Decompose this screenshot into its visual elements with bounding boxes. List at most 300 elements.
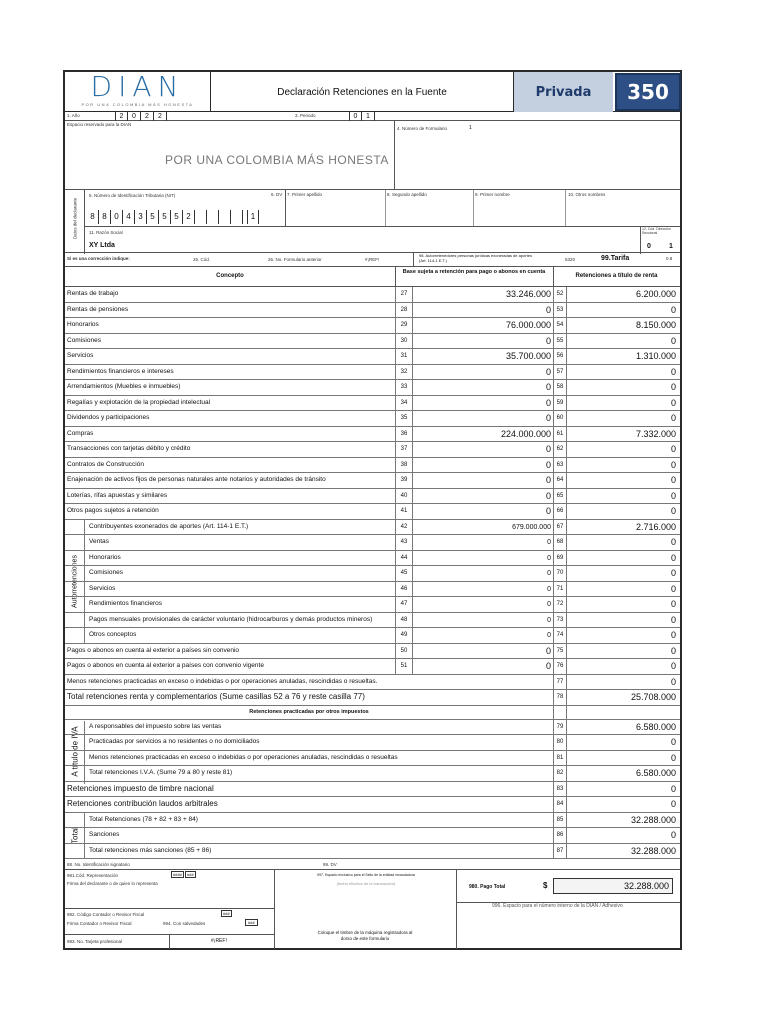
period-digit[interactable]: 1 <box>362 112 375 121</box>
col-base: Base sujeta a retención para pago o abonos en cuenta <box>402 269 546 275</box>
base-code: 34 <box>395 396 413 411</box>
signatario-label: 88. No. Identificación signatario <box>67 862 130 867</box>
form-number-area <box>395 121 680 189</box>
row-label: Rentas de pensiones <box>67 305 129 313</box>
ret-code: 80 <box>553 735 567 750</box>
ret-value[interactable]: 0 <box>670 630 676 640</box>
ret-value[interactable]: 6.200.000 <box>635 289 676 299</box>
total-side-label: Total <box>70 827 80 844</box>
base-code: 44 <box>395 551 413 566</box>
ret-value[interactable]: 0 <box>670 506 676 516</box>
tarifa-value: 0.8 <box>666 256 673 261</box>
ret-value[interactable]: 0 <box>670 599 676 609</box>
row-label: A responsables del impuesto sobre las ventas <box>89 722 222 730</box>
base-code: 27 <box>395 287 413 302</box>
row-label: Regalías y explotación de la propiedad intelectual <box>67 398 211 406</box>
base-value[interactable]: 0 <box>547 570 551 577</box>
base-code: 29 <box>395 318 413 333</box>
divider <box>473 190 474 226</box>
autorretenedores-label: 98. Autorretenedores personas jurídicas exoneradas de aportes (Art. 114-1 E.T.) <box>419 253 532 263</box>
table-row <box>65 828 680 844</box>
base-code: 32 <box>395 365 413 380</box>
base-value[interactable]: 76.000.000 <box>505 320 551 330</box>
base-value[interactable]: 0 <box>545 366 551 377</box>
base-value[interactable]: 0 <box>545 382 551 392</box>
col-ret: Retenciones a título de renta <box>575 273 658 279</box>
base-code: 49 <box>395 628 413 643</box>
row-label: Comisiones <box>89 569 123 576</box>
tarifa-code: 5320 <box>565 257 576 262</box>
ret-value[interactable]: 0 <box>670 661 676 671</box>
nit-digit-empty[interactable] <box>231 210 243 224</box>
ret-value[interactable]: 1.310.000 <box>635 351 676 361</box>
cod-rep-box[interactable]: #### <box>173 872 182 877</box>
nit-digit[interactable]: 5 <box>147 210 159 224</box>
table-row <box>65 427 680 443</box>
ret-value[interactable]: 0 <box>670 459 676 470</box>
col-concepto: Concepto <box>216 273 244 279</box>
row-label: Retenciones practicadas por otros impuestos <box>249 708 369 715</box>
nit-label: 5. Número de Identificación Tributaria (NIT) <box>89 193 176 198</box>
year-digit[interactable]: 2 <box>141 112 154 121</box>
row-label: Practicadas por servicios a no residentes o no domiciliados <box>89 738 260 745</box>
year-digit[interactable]: 2 <box>115 112 128 121</box>
ret-code: 75 <box>553 644 567 659</box>
table-row <box>65 349 680 365</box>
nit-digit[interactable]: 3 <box>135 210 147 224</box>
table-row <box>65 411 680 427</box>
table-row <box>65 535 680 551</box>
base-code: 47 <box>395 597 413 612</box>
nit-digit[interactable]: 4 <box>123 210 135 224</box>
ret-value[interactable]: 32.288.000 <box>630 845 676 856</box>
row-label: Arrendamientos (Muebles e inmuebles) <box>67 383 181 390</box>
ret-code: 68 <box>553 535 567 550</box>
table-row <box>65 735 680 751</box>
row-label: Total retenciones renta y complementarios (Sume casillas 52 a 76 y reste casilla 77) <box>67 692 365 701</box>
ret-code: 70 <box>553 566 567 581</box>
ret-value[interactable]: 0 <box>670 583 676 594</box>
nit-digit[interactable]: 8 <box>99 210 111 224</box>
salvedades-label: 994. Con salvedades <box>163 921 206 926</box>
seccional-digit[interactable]: 0 <box>647 243 651 250</box>
ret-code: 85 <box>553 813 567 828</box>
divider <box>85 226 680 227</box>
base-value[interactable]: 679.000.000 <box>512 523 551 531</box>
pago-box <box>457 870 680 903</box>
ret-value[interactable]: 0 <box>670 537 676 547</box>
timbre-maquina: Coloque el timbre de la máquina registradora al dorso de este formulario <box>317 930 413 941</box>
row-label: Menos retenciones practicadas en exceso o indebidas o por operaciones anuladas, rescindidas o resueltas. <box>67 677 378 685</box>
year-digit[interactable]: 2 <box>154 112 167 121</box>
ret-code: 87 <box>553 844 567 859</box>
base-value[interactable]: 0 <box>547 554 551 562</box>
ret-value[interactable]: 0 <box>670 413 676 423</box>
row-label: Otros pagos sujetos a retención <box>67 507 159 514</box>
base-value[interactable]: 0 <box>547 585 551 593</box>
divider <box>395 267 396 287</box>
table-row <box>65 380 680 396</box>
table-row <box>65 318 680 334</box>
ret-value[interactable]: 0 <box>670 614 676 625</box>
divider <box>285 190 286 226</box>
contador-box-field[interactable]: ### <box>223 911 230 916</box>
ret-code: 73 <box>553 613 567 628</box>
ret-value[interactable]: 0 <box>670 397 676 408</box>
ret-code: 52 <box>553 287 567 302</box>
ret-code: 66 <box>553 504 567 519</box>
table-row <box>65 644 680 660</box>
cod-rep-label: 981.Cód. Representación <box>67 873 119 878</box>
row-label: Pagos mensuales provisionales de carácter voluntario (hidrocarburos y demás productos mineros) <box>89 615 373 623</box>
year-digit[interactable]: 0 <box>128 112 141 121</box>
base-code: 35 <box>395 411 413 426</box>
row-label: Sanciones <box>89 831 120 838</box>
divider <box>413 253 414 267</box>
correction-label: Si es una corrección indique: <box>67 256 130 261</box>
nit-digit-empty[interactable] <box>195 210 207 224</box>
correction-row <box>65 253 680 267</box>
ret-value[interactable]: 0 <box>670 490 676 501</box>
row-label: Honorarios <box>67 321 99 328</box>
table-row <box>65 504 680 520</box>
pago-label: 980. Pago Total <box>469 884 506 890</box>
base-code: 48 <box>395 613 413 628</box>
salvedades-box[interactable]: ### <box>245 919 258 926</box>
dv-value[interactable]: 1 <box>247 210 259 224</box>
ret-code: 64 <box>553 473 567 488</box>
row-label: Total retenciones I.V.A. (Sume 79 a 80 y reste 81) <box>89 769 233 776</box>
pago-total-value[interactable]: 32.288.000 <box>553 878 673 894</box>
ret-value[interactable]: 0 <box>670 783 676 794</box>
base-value[interactable]: 0 <box>545 475 551 485</box>
base-code: 51 <box>395 659 413 674</box>
base-code: 42 <box>395 520 413 535</box>
seccional-digit[interactable]: 1 <box>669 243 673 250</box>
ret-code: 58 <box>553 380 567 395</box>
base-value[interactable]: 0 <box>547 616 551 624</box>
ret-value[interactable]: 0 <box>670 676 676 687</box>
base-value[interactable]: 0 <box>545 397 551 408</box>
slogan: POR UNA COLOMBIA MÁS HONESTA <box>165 153 389 167</box>
table-row <box>65 706 680 720</box>
declarant-section <box>65 189 680 253</box>
logo-text: DIAN <box>90 70 185 103</box>
ref-value: #¡REF! <box>365 257 380 262</box>
base-value[interactable]: 0 <box>545 490 551 501</box>
base-code: 40 <box>395 489 413 504</box>
razon-value[interactable]: XY Ltda <box>89 242 115 249</box>
ret-code: 79 <box>553 720 567 735</box>
base-value[interactable]: 0 <box>545 661 551 671</box>
iva-side-label: A título de IVA <box>70 726 80 777</box>
declarant-sign-box <box>65 870 275 909</box>
tarjeta-ref: #¡REF! <box>211 938 227 944</box>
ret-code: 69 <box>553 551 567 566</box>
ret-value[interactable]: 0 <box>670 335 676 346</box>
ret-value[interactable]: 0 <box>670 799 676 809</box>
seccional-label: 12. Cód. Dirección Seccional <box>642 227 671 235</box>
ret-value[interactable]: 0 <box>670 366 676 377</box>
row-label: Contribuyentes exonerados de aportes (Art. 114-1 E.T.) <box>89 522 249 530</box>
base-value[interactable]: 0 <box>545 335 551 346</box>
table-row <box>65 287 680 303</box>
ret-code: 62 <box>553 442 567 457</box>
ret-code: 78 <box>553 690 567 705</box>
otros-nombres-label: 10. Otros nombres <box>568 192 606 197</box>
base-value[interactable]: 0 <box>545 506 551 516</box>
declarant-side <box>65 190 85 254</box>
base-value[interactable]: 0 <box>545 459 551 470</box>
signatario-row <box>65 859 680 870</box>
ret-code: 54 <box>553 318 567 333</box>
table-row <box>65 720 680 736</box>
table-row <box>65 396 680 412</box>
ret-code: 82 <box>553 766 567 781</box>
ret-value[interactable]: 2.716.000 <box>635 521 676 532</box>
base-code: 50 <box>395 644 413 659</box>
table-row <box>65 613 680 629</box>
table-row <box>65 690 680 706</box>
ret-code: 77 <box>553 675 567 690</box>
table-row <box>65 489 680 505</box>
base-value[interactable]: 0 <box>545 645 551 656</box>
table-row <box>65 551 680 567</box>
table-row <box>65 844 680 860</box>
divider <box>553 267 554 287</box>
row-label: Comisiones <box>67 336 101 344</box>
cod-rep-box2[interactable]: ### <box>187 872 194 877</box>
row-label: Retenciones contribución laudos arbitrales <box>67 799 218 808</box>
ret-code: 74 <box>553 628 567 643</box>
tarifa-label: 99.Tarifa <box>601 255 630 262</box>
ret-value[interactable]: 0 <box>670 382 676 392</box>
divider <box>553 706 567 721</box>
form-number: 350 <box>615 73 681 111</box>
base-code: 41 <box>395 504 413 519</box>
contador-box <box>65 909 275 949</box>
ret-code: 53 <box>553 303 567 318</box>
firma-contador-label: Firma Contador o Revisor Fiscal <box>67 921 132 926</box>
nit-digit[interactable]: 8 <box>87 210 99 224</box>
row-label: Rendimientos financieros e intereses <box>67 367 174 375</box>
divider <box>169 935 170 949</box>
cod-contador-label: 982. Código Contador o Revisor Fiscal <box>67 912 145 917</box>
form26-label: 26. No. Formulario anterior <box>268 257 322 262</box>
row-label: Enajenación de activos fijos de personas naturales ante notarios y autoridades de tránsito <box>67 476 326 483</box>
row-label: Retenciones impuesto de timbre nacional <box>67 783 214 793</box>
ret-value[interactable]: 0 <box>670 568 676 578</box>
table-row <box>65 303 680 319</box>
base-value[interactable]: 224.000.000 <box>500 428 551 439</box>
row-label: Ventas <box>89 538 109 545</box>
ret-code: 56 <box>553 349 567 364</box>
reserved-area <box>65 121 395 189</box>
table-row <box>65 458 680 474</box>
base-code: 36 <box>395 427 413 442</box>
row-label: Menos retenciones practicadas en exceso o indebidas o por operaciones anuladas, rescindidas o resueltas <box>89 753 398 761</box>
period-boxes <box>349 112 375 121</box>
table-row <box>65 597 680 613</box>
table-row <box>65 566 680 582</box>
period-label: 3. Periodo <box>295 113 316 118</box>
table-header <box>65 267 680 287</box>
dv89-label: 89. DV <box>323 862 337 867</box>
footer-left <box>65 870 457 949</box>
row-label: Rentas de trabajo <box>67 290 119 297</box>
table-row <box>65 628 680 644</box>
base-code: 45 <box>395 566 413 581</box>
row-label: Loterías, rifas apuestas y similares <box>67 491 168 499</box>
ret-value[interactable]: 0 <box>670 552 676 563</box>
ret-code: 55 <box>553 334 567 349</box>
sello-box <box>275 870 457 949</box>
table-row <box>65 659 680 675</box>
ret-value[interactable]: 0 <box>670 475 676 485</box>
ret-value[interactable]: 25.708.000 <box>630 692 676 702</box>
nit-digit-empty[interactable] <box>219 210 231 224</box>
row-label: Pagos o abonos en cuenta al exterior a países con convenio vigente <box>67 662 264 669</box>
base-code: 46 <box>395 582 413 597</box>
base-value[interactable]: 0 <box>545 413 551 423</box>
ret-code: 81 <box>553 751 567 766</box>
base-value[interactable]: 0 <box>545 444 551 454</box>
table-row <box>65 782 680 798</box>
ret-value[interactable]: 0 <box>670 737 676 747</box>
espacio-996-label: 996. Espacio para el número interno de la DIAN / Adhesivo <box>492 903 623 909</box>
ret-code: 61 <box>553 427 567 442</box>
base-code: 37 <box>395 442 413 457</box>
ret-value[interactable]: 0 <box>670 444 676 454</box>
ret-code: 63 <box>553 458 567 473</box>
table-row <box>65 520 680 536</box>
base-code: 31 <box>395 349 413 364</box>
base-code: 38 <box>395 458 413 473</box>
ret-value[interactable]: 0 <box>670 752 676 763</box>
cod25-label: 25. Cód. <box>193 257 211 262</box>
year-period-row <box>65 112 680 121</box>
pago-sym: $ <box>543 881 548 890</box>
ret-code: 67 <box>553 520 567 535</box>
base-code: 33 <box>395 380 413 395</box>
ret-code: 57 <box>553 365 567 380</box>
base-value[interactable]: 0 <box>547 539 551 546</box>
fecha-efectiva: (fecha efectiva de la transacción) <box>336 881 396 886</box>
table-row <box>65 751 680 767</box>
ret-code: 86 <box>553 828 567 843</box>
table-row <box>65 582 680 598</box>
primer-nombre-label: 9. Primer nombre <box>475 192 510 197</box>
row-label: Transacciones con tarjetas débito y crédito <box>67 445 191 452</box>
table-row <box>65 766 680 782</box>
razon-label: 11. Razón Social <box>89 230 123 235</box>
ret-code: 60 <box>553 411 567 426</box>
ret-code: 72 <box>553 597 567 612</box>
base-value[interactable]: 0 <box>547 601 551 608</box>
base-code: 43 <box>395 535 413 550</box>
dian-logo <box>65 72 211 112</box>
row-label: Servicios <box>89 584 116 592</box>
ret-value[interactable]: 0 <box>670 830 676 840</box>
base-value[interactable]: 0 <box>545 304 551 315</box>
table-row <box>65 797 680 813</box>
ret-code: 76 <box>553 659 567 674</box>
base-code: 28 <box>395 303 413 318</box>
ret-value[interactable]: 0 <box>670 645 676 656</box>
base-value[interactable]: 35.700.000 <box>505 351 551 361</box>
form-num-label: 4. Número de Formulario <box>397 126 448 131</box>
base-value[interactable]: 0 <box>547 632 551 639</box>
divider <box>565 190 566 226</box>
nit-digit[interactable]: 0 <box>111 210 123 224</box>
ret-code: 84 <box>553 797 567 812</box>
primer-apellido-label: 7. Primer apellido <box>287 192 323 197</box>
auto-side-label: Autorretenciones <box>71 555 79 608</box>
year-label: 1. Año <box>67 113 80 118</box>
divider <box>65 934 275 935</box>
base-value[interactable]: 33.246.000 <box>505 289 551 299</box>
form-header <box>65 72 680 112</box>
nit-digit-empty[interactable] <box>207 210 219 224</box>
ret-value[interactable]: 8.150.000 <box>635 320 676 330</box>
row-label: Servicios <box>67 352 94 359</box>
form-num-value: 1 <box>469 125 472 131</box>
row-label: Rendimientos financieros <box>89 600 162 607</box>
segundo-apellido-label: 8. Segundo apellido <box>387 192 427 197</box>
nit-digit[interactable]: 5 <box>159 210 171 224</box>
ret-code: 59 <box>553 396 567 411</box>
ret-code: 71 <box>553 582 567 597</box>
ret-value[interactable]: 6.580.000 <box>635 721 676 732</box>
ret-value[interactable]: 6.580.000 <box>635 768 676 778</box>
row-label: Total Retenciones (78 + 82 + 83 + 84) <box>89 815 198 823</box>
nit-digit[interactable]: 5 <box>171 210 183 224</box>
row-label: Compras <box>67 429 94 437</box>
base-code: 39 <box>395 473 413 488</box>
form-type: Privada <box>513 72 613 112</box>
ret-code: 65 <box>553 489 567 504</box>
tarjeta-label: 983. No. Tarjeta profesional <box>67 939 122 944</box>
espacio-997-label: 997. Espacio exclusivo para el Sello de la entidad recaudadora <box>317 873 415 877</box>
reserved-label: Espacio reservado para la DIAN <box>67 122 132 127</box>
table-row <box>65 442 680 458</box>
form-title: Declaración Retenciones en la Fuente <box>277 86 447 98</box>
table-row <box>65 365 680 381</box>
table-row <box>65 675 680 691</box>
declarant-side-label: Datos del declarante <box>72 197 78 240</box>
divider <box>385 190 386 226</box>
table-row <box>65 334 680 350</box>
nit-boxes <box>87 210 259 224</box>
ret-code: 83 <box>553 782 567 797</box>
logo-tagline: POR UNA COLOMBIA MÁS HONESTA <box>81 102 194 107</box>
dian-form-350 <box>63 70 682 950</box>
row-label: Contratos de Construcción <box>67 460 144 468</box>
seccional-box <box>640 226 680 254</box>
nit-digit[interactable]: 2 <box>183 210 195 224</box>
ret-value[interactable]: 0 <box>670 304 676 315</box>
period-digit[interactable]: 0 <box>349 112 362 121</box>
row-label: Otros conceptos <box>89 631 137 638</box>
row-label: Pagos o abonos en cuenta al exterior a países sin convenio <box>67 646 240 654</box>
year-boxes <box>115 112 167 121</box>
table-row <box>65 473 680 489</box>
row-label: Total retenciones más sanciones (85 + 86) <box>89 846 212 854</box>
ret-value[interactable]: 7.332.000 <box>635 428 676 439</box>
row-label: Dividendos y participaciones <box>67 414 150 421</box>
ret-value[interactable]: 32.288.000 <box>630 814 676 825</box>
firma-decl-label: Firma del declarante o de quien lo representa <box>67 881 158 886</box>
